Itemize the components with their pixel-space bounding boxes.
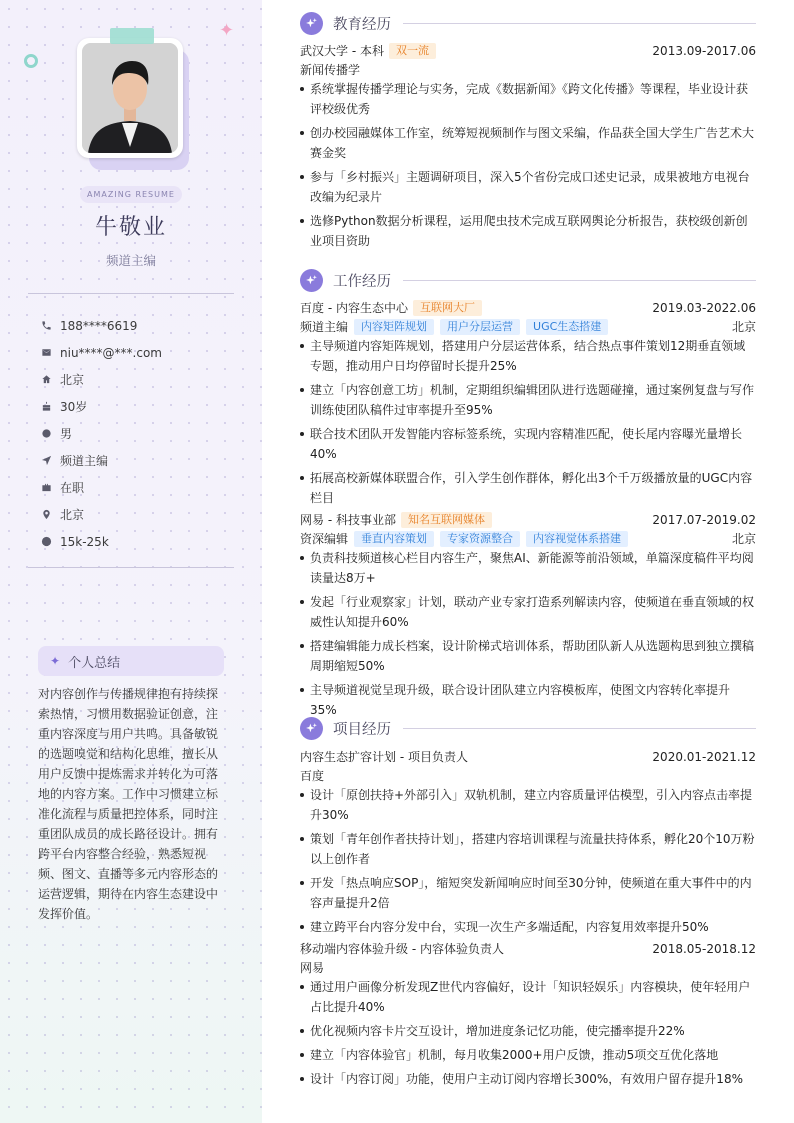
info-status: 在职 [40, 474, 240, 501]
project-date: 2020.01-2021.12 [652, 749, 756, 764]
send-icon [40, 455, 52, 467]
summary-text: 对内容创作与传播规律抱有持续探索热情，习惯用数据验证创意，注重内容深度与用户共鸣。具备敏锐的选题嗅觉和结构化思维，擅长从用户反馈中提炼需求并转化为可落地的内容方案。工作中习惯建立标准化流程与质量把控体系，同时注重团队成员的成长路径设计。拥有跨平台内容整合经验，熟悉短视频、图文、直播等多元内容形态的运营逻辑，期待在内容生态建设中发挥价值。 [38, 687, 219, 921]
list-item: 建立「内容体验官」机制，每月收集2000+用户反馈，推动5项交互优化落地 [300, 1045, 756, 1065]
info-phone: 188****6619 [40, 312, 240, 339]
project-org: 百度 [300, 769, 325, 783]
list-item: 设计「内容订阅」功能，使用户主动订阅内容增长300%，有效用户留存提升18% [300, 1069, 756, 1089]
project-org: 网易 [300, 961, 325, 975]
list-item: 系统掌握传播学理论与实务，完成《数据新闻》《跨文化传播》等课程，毕业设计获评校级优秀 [300, 79, 756, 119]
list-item: 选修Python数据分析课程，运用爬虫技术完成互联网舆论分析报告，获校级创新创业项目资助 [300, 211, 756, 251]
section-divider [403, 23, 756, 24]
company-badge: 知名互联网媒体 [401, 512, 492, 528]
list-item: 设计「原创扶持+外部引入」双轨机制，建立内容质量评估模型，引入内容点击率提升30% [300, 785, 756, 825]
work-date: 2019.03-2022.06 [652, 300, 756, 315]
info-email: niu****@***.com [40, 339, 240, 366]
skill-tag: 用户分层运营 [440, 319, 520, 335]
decorative-ring [24, 54, 38, 68]
company-name: 百度 - 内容生态中心 [300, 301, 408, 315]
education-bullets [300, 79, 756, 251]
location-pin-icon [40, 509, 52, 521]
list-item: 通过用户画像分析发现Z世代内容偏好，设计「知识轻娱乐」内容模块，使年轻用户占比提升40% [300, 977, 756, 1017]
job-role: 资深编辑 [300, 532, 349, 546]
skill-tag: 垂直内容策划 [354, 531, 434, 547]
contact-info-list [40, 312, 240, 555]
candidate-title: 频道主编 [105, 253, 156, 268]
project-bullets [300, 785, 756, 937]
skill-tag: UGC生态搭建 [526, 319, 608, 335]
section-title: 教育经历 [333, 16, 391, 33]
work-city: 北京 [731, 532, 756, 546]
education-entry [300, 41, 756, 255]
phone-icon [40, 320, 52, 332]
project-date: 2018.05-2018.12 [652, 941, 756, 956]
list-item: 创办校园融媒体工作室，统筹短视频制作与图文采编，作品获全国大学生广告艺术大赛金奖 [300, 123, 756, 163]
list-item: 建立跨平台内容分发中台，实现一次生产多端适配，内容复用效率提升50% [300, 917, 756, 937]
section-divider [403, 728, 756, 729]
list-item: 联合技术团队开发智能内容标签系统，实现内容精准匹配，使长尾内容曝光量增长40% [300, 424, 756, 464]
list-item: 优化视频内容卡片交互设计，增加进度条记忆功能，使完播率提升22% [300, 1021, 756, 1041]
summary-heading: ✦ 个人总结 [38, 646, 224, 676]
work-entry [300, 298, 756, 512]
sparkle-icon [300, 269, 323, 292]
sparkle-icon [300, 12, 323, 35]
list-item: 策划「青年创作者扶持计划」，搭建内容培训课程与流量扶持体系，孵化20个10万粉以上创作者 [300, 829, 756, 869]
education-date: 2013.09-2017.06 [652, 43, 756, 58]
cake-icon [40, 401, 52, 413]
divider [28, 567, 234, 568]
school-badge: 双一流 [389, 43, 436, 59]
major: 新闻传播学 [300, 63, 361, 77]
list-item: 主导频道视觉呈现升级，联合设计团队建立内容模板库，使图文内容转化率提升35% [300, 680, 756, 720]
work-city: 北京 [731, 320, 756, 334]
sparkle-icon: ✦ [219, 20, 235, 41]
briefcase-icon [40, 482, 52, 494]
list-item: 开发「热点响应SOP」，缩短突发新闻响应时间至30分钟，使频道在重大事件中的内容声量提升2倍 [300, 873, 756, 913]
skill-tag: 专家资源整合 [440, 531, 520, 547]
work-date: 2017.07-2019.02 [652, 512, 756, 527]
info-city: 北京 [40, 501, 240, 528]
info-salary: 15k-25k [40, 528, 240, 555]
info-gender: 男 [40, 420, 240, 447]
section-title: 工作经历 [333, 273, 391, 290]
info-age: 30岁 [40, 393, 240, 420]
section-projects-header [300, 715, 756, 741]
list-item: 拓展高校新媒体联盟合作，引入学生创作群体，孵化出3个千万级播放量的UGC内容栏目 [300, 468, 756, 508]
list-item: 搭建编辑能力成长档案，设计阶梯式培训体系，帮助团队新人从选题构思到独立撰稿周期缩短50% [300, 636, 756, 676]
home-icon [40, 374, 52, 386]
salary-icon [40, 536, 52, 548]
divider [28, 293, 234, 294]
mail-icon [40, 347, 52, 359]
profile-photo [82, 43, 178, 153]
skill-tag: 内容矩阵规划 [354, 319, 434, 335]
section-education-header [300, 10, 756, 36]
info-hometown: 北京 [40, 366, 240, 393]
company-badge: 互联网大厂 [413, 300, 482, 316]
info-position: 频道主编 [40, 447, 240, 474]
company-name: 网易 - 科技事业部 [300, 513, 396, 527]
list-item: 发起「行业观察家」计划，联动产业专家打造系列解读内容，使频道在垂直领域的权威性认知提升60% [300, 592, 756, 632]
work-bullets [300, 336, 756, 508]
job-role: 频道主编 [300, 320, 349, 334]
profile-photo-card [77, 38, 187, 162]
skill-tag: 内容视觉体系搭建 [526, 531, 628, 547]
sparkle-icon [300, 717, 323, 740]
list-item: 主导频道内容矩阵规划，搭建用户分层运营体系，结合热点事件策划12期垂直领域专题，推动用户日均停留时长提升25% [300, 336, 756, 376]
section-work-header [300, 267, 756, 293]
project-entry [300, 747, 756, 941]
project-name: 移动端内容体验升级 - 内容体验负责人 [300, 942, 504, 956]
resume-tag: AMAZING RESUME [80, 186, 182, 203]
candidate-name: 牛敬业 [94, 215, 167, 240]
gender-icon [40, 428, 52, 440]
list-item: 负责科技频道核心栏目内容生产，聚焦AI、新能源等前沿领域，单篇深度稿件平均阅读量达8万+ [300, 548, 756, 588]
project-entry [300, 939, 756, 1093]
school-name: 武汉大学 - 本科 [300, 44, 384, 58]
photo-tape [110, 28, 154, 44]
section-divider [403, 280, 756, 281]
work-entry [300, 510, 756, 724]
list-item: 参与「乡村振兴」主题调研项目，深入5个省份完成口述史记录，成果被地方电视台改编为纪录片 [300, 167, 756, 207]
project-bullets [300, 977, 756, 1089]
sparkle-icon: ✦ [50, 654, 61, 668]
section-title: 项目经历 [333, 721, 391, 738]
list-item: 建立「内容创意工坊」机制，定期组织编辑团队进行选题碰撞，通过案例复盘与写作训练使团队稿件过审率提升至95% [300, 380, 756, 420]
project-name: 内容生态扩容计划 - 项目负责人 [300, 750, 468, 764]
work-bullets [300, 548, 756, 720]
sidebar [0, 0, 262, 1123]
